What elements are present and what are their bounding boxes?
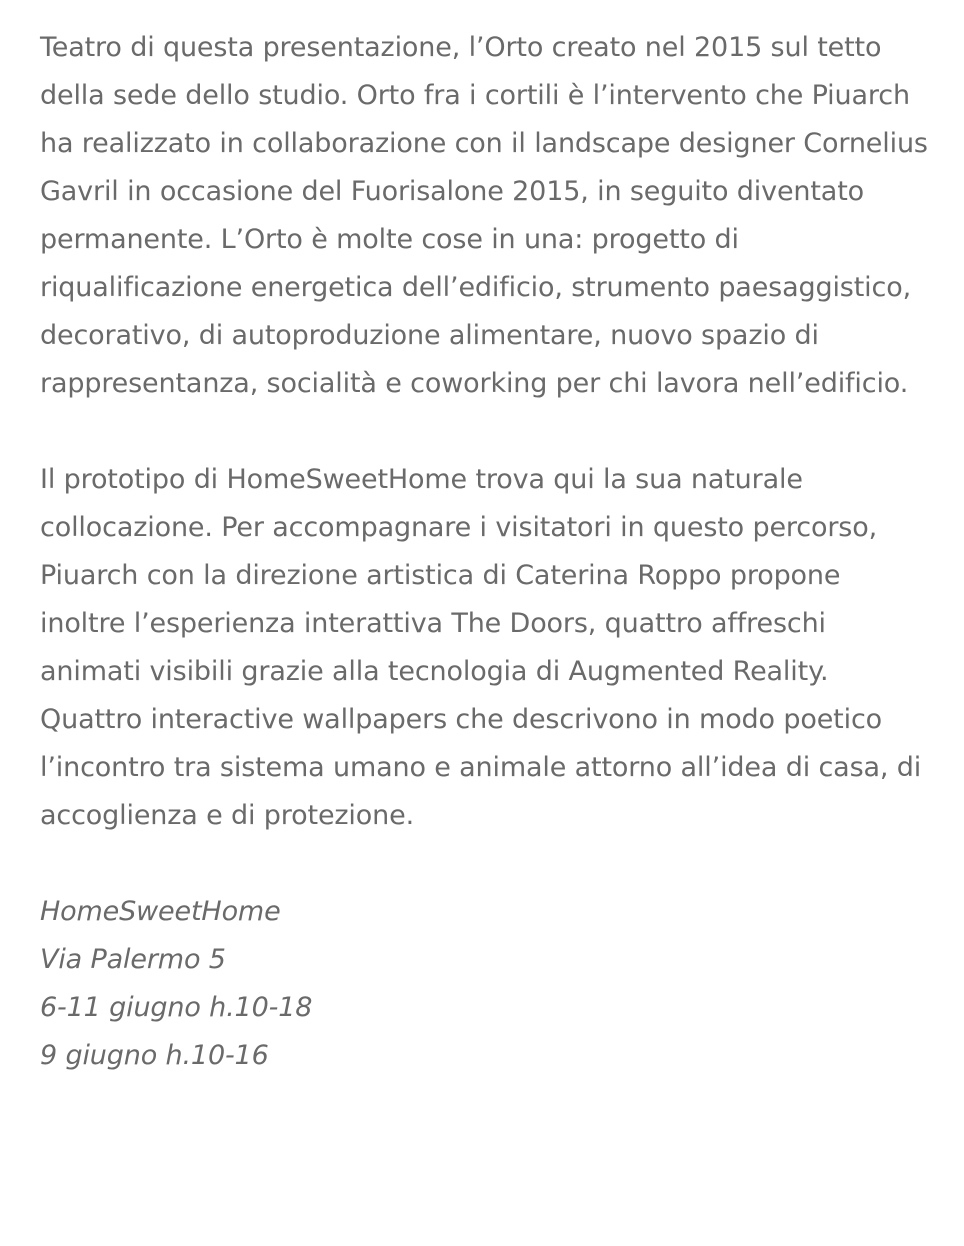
- paragraph-homesweethome: Il prototipo di HomeSweetHome trova qui la sua naturale collocazione. Per accompagnare i visitatori in questo percorso, Piuarch con la direzione artistica di Caterina Roppo propone inoltre l’esperienza interattiva The Doors, quattro affreschi animati visibili grazie alla tecnologia di Augmented Reality. Quattro interactive wallpapers che descrivono in modo poetico l’incontro tra sistema umano e animale attorno all’idea di casa, di accoglienza e di protezione.: [40, 464, 922, 831]
- event-address: Via Palermo 5: [40, 944, 226, 975]
- event-name: HomeSweetHome: [40, 896, 281, 927]
- event-dates-extra: 9 giugno h.10-16: [40, 1040, 269, 1071]
- event-info: [40, 888, 934, 1080]
- paragraph-orto: Teatro di questa presentazione, l’Orto creato nel 2015 sul tetto della sede dello studio. Orto fra i cortili è l’intervento che Piuarch ha realizzato in collaborazione con il landscape designer Cornelius Gavril in occasione del Fuorisalone 2015, in seguito diventato permanente. L’Orto è molte cose in una: progetto di riqualificazione energetica dell’edificio, strumento paesaggistico, decorativo, di autoproduzione alimentare, nuovo spazio di rappresentanza, socialità e coworking per chi lavora nell’edificio.: [40, 32, 928, 399]
- event-dates-main: 6-11 giugno h.10-18: [40, 992, 313, 1023]
